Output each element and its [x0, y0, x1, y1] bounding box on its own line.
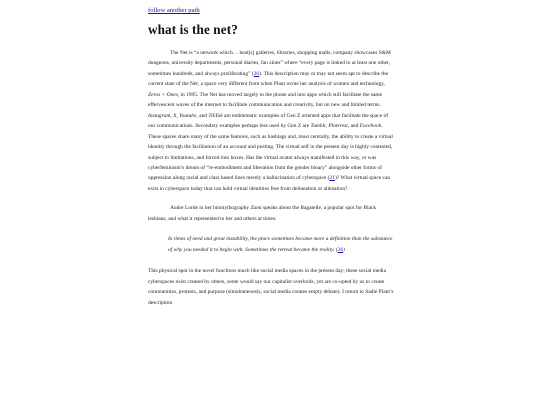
paragraph-net-definition — [148, 48, 396, 194]
paragraph-audre-lorde — [148, 203, 396, 224]
text: , in 1995. The Net has moved largely to the phone and into apps which still facilitate the same effervescent waves of the internet to facilitate communication and creativity, but on new and limited terms. — [148, 91, 383, 109]
book-title: Zami — [250, 205, 262, 212]
article-body — [148, 48, 396, 308]
book-title: Zeros + Ones — [148, 91, 178, 98]
text: and — [197, 112, 209, 119]
app-name: TikTok — [208, 112, 223, 119]
paragraph-physical-spot — [148, 266, 396, 308]
app-names: Tumblr, Pinterest, — [310, 123, 350, 130]
text: ). This description may or may not seem apt to describe the current state of the Net, a space very different from when Plant wrote her analysis of women and technology, — [148, 70, 388, 88]
follow-another-path-link[interactable]: follow another path — [148, 7, 200, 14]
text: . These spaces share many of the same features, such as hashtags and, most centrally, the ability to create a virtual identity through the facilitation of an account and posting. The virtual self in the present day is highly contested, subject to limitations, and forced into boxes. Has the virtual avatar always manifested in this way, or was cyberfeminism’s dream of “re-embodiment and liberation from the gender binary” alongside other forms of oppression along racial and class based lines merely a hallucination of cyberspace ( — [148, 123, 393, 182]
text: are emblematic examples of Gen Z oriented apps that facilitate the space of our communications. Secondary examples perhaps less used by Gen Z are — [148, 112, 389, 130]
quote-text: In times of need and great instability, the place sometimes became more a definition than the substance of why you needed it to begin with. Sometimes the retreat became the reality. — [168, 236, 393, 253]
footnote-link-20[interactable]: 20 — [253, 70, 260, 77]
text: The Net is “a network which… host[s] galleries, libraries, shopping malls, company showcases S&M dungeons, university departments, personal diaries, fan zines” where “every page is linked to at least one other, sometimes hundreds, and always proliferating” ( — [148, 50, 391, 77]
text: This physical spot in the novel functions much like social media spaces in the present day; these social media cyberspaces exist created by others, some would say our capitalist overlords, yet are co-opted by us to create communities, protests, and purpose (simultaneously, social media creates empty debate). I return to Sadie Plant’s description — [148, 268, 394, 306]
text: and — [349, 123, 360, 130]
footnote-link-26[interactable]: 26 — [337, 246, 344, 253]
text: Audre Lorde in her biomythography — [170, 205, 251, 212]
app-name: Facebook — [359, 123, 382, 130]
text: speaks about the Bagatelle, a popular spot for Black lesbians, and what it represented to her and others at times: — [148, 205, 377, 222]
app-names: Instagram, X, Youtube, — [148, 112, 198, 119]
text: )? What virtual space can exist in cyberspace today that can hold virtual identities free from delineation or alienation? — [148, 175, 391, 192]
footnote-link-21[interactable]: 21 — [329, 175, 335, 182]
page-title: what is the net? — [148, 22, 238, 37]
block-quote: In times of need and great instability, the place sometimes became more a definition than the substance of why you needed it to begin with. Sometimes the retreat became the reality. (26) — [168, 236, 393, 253]
